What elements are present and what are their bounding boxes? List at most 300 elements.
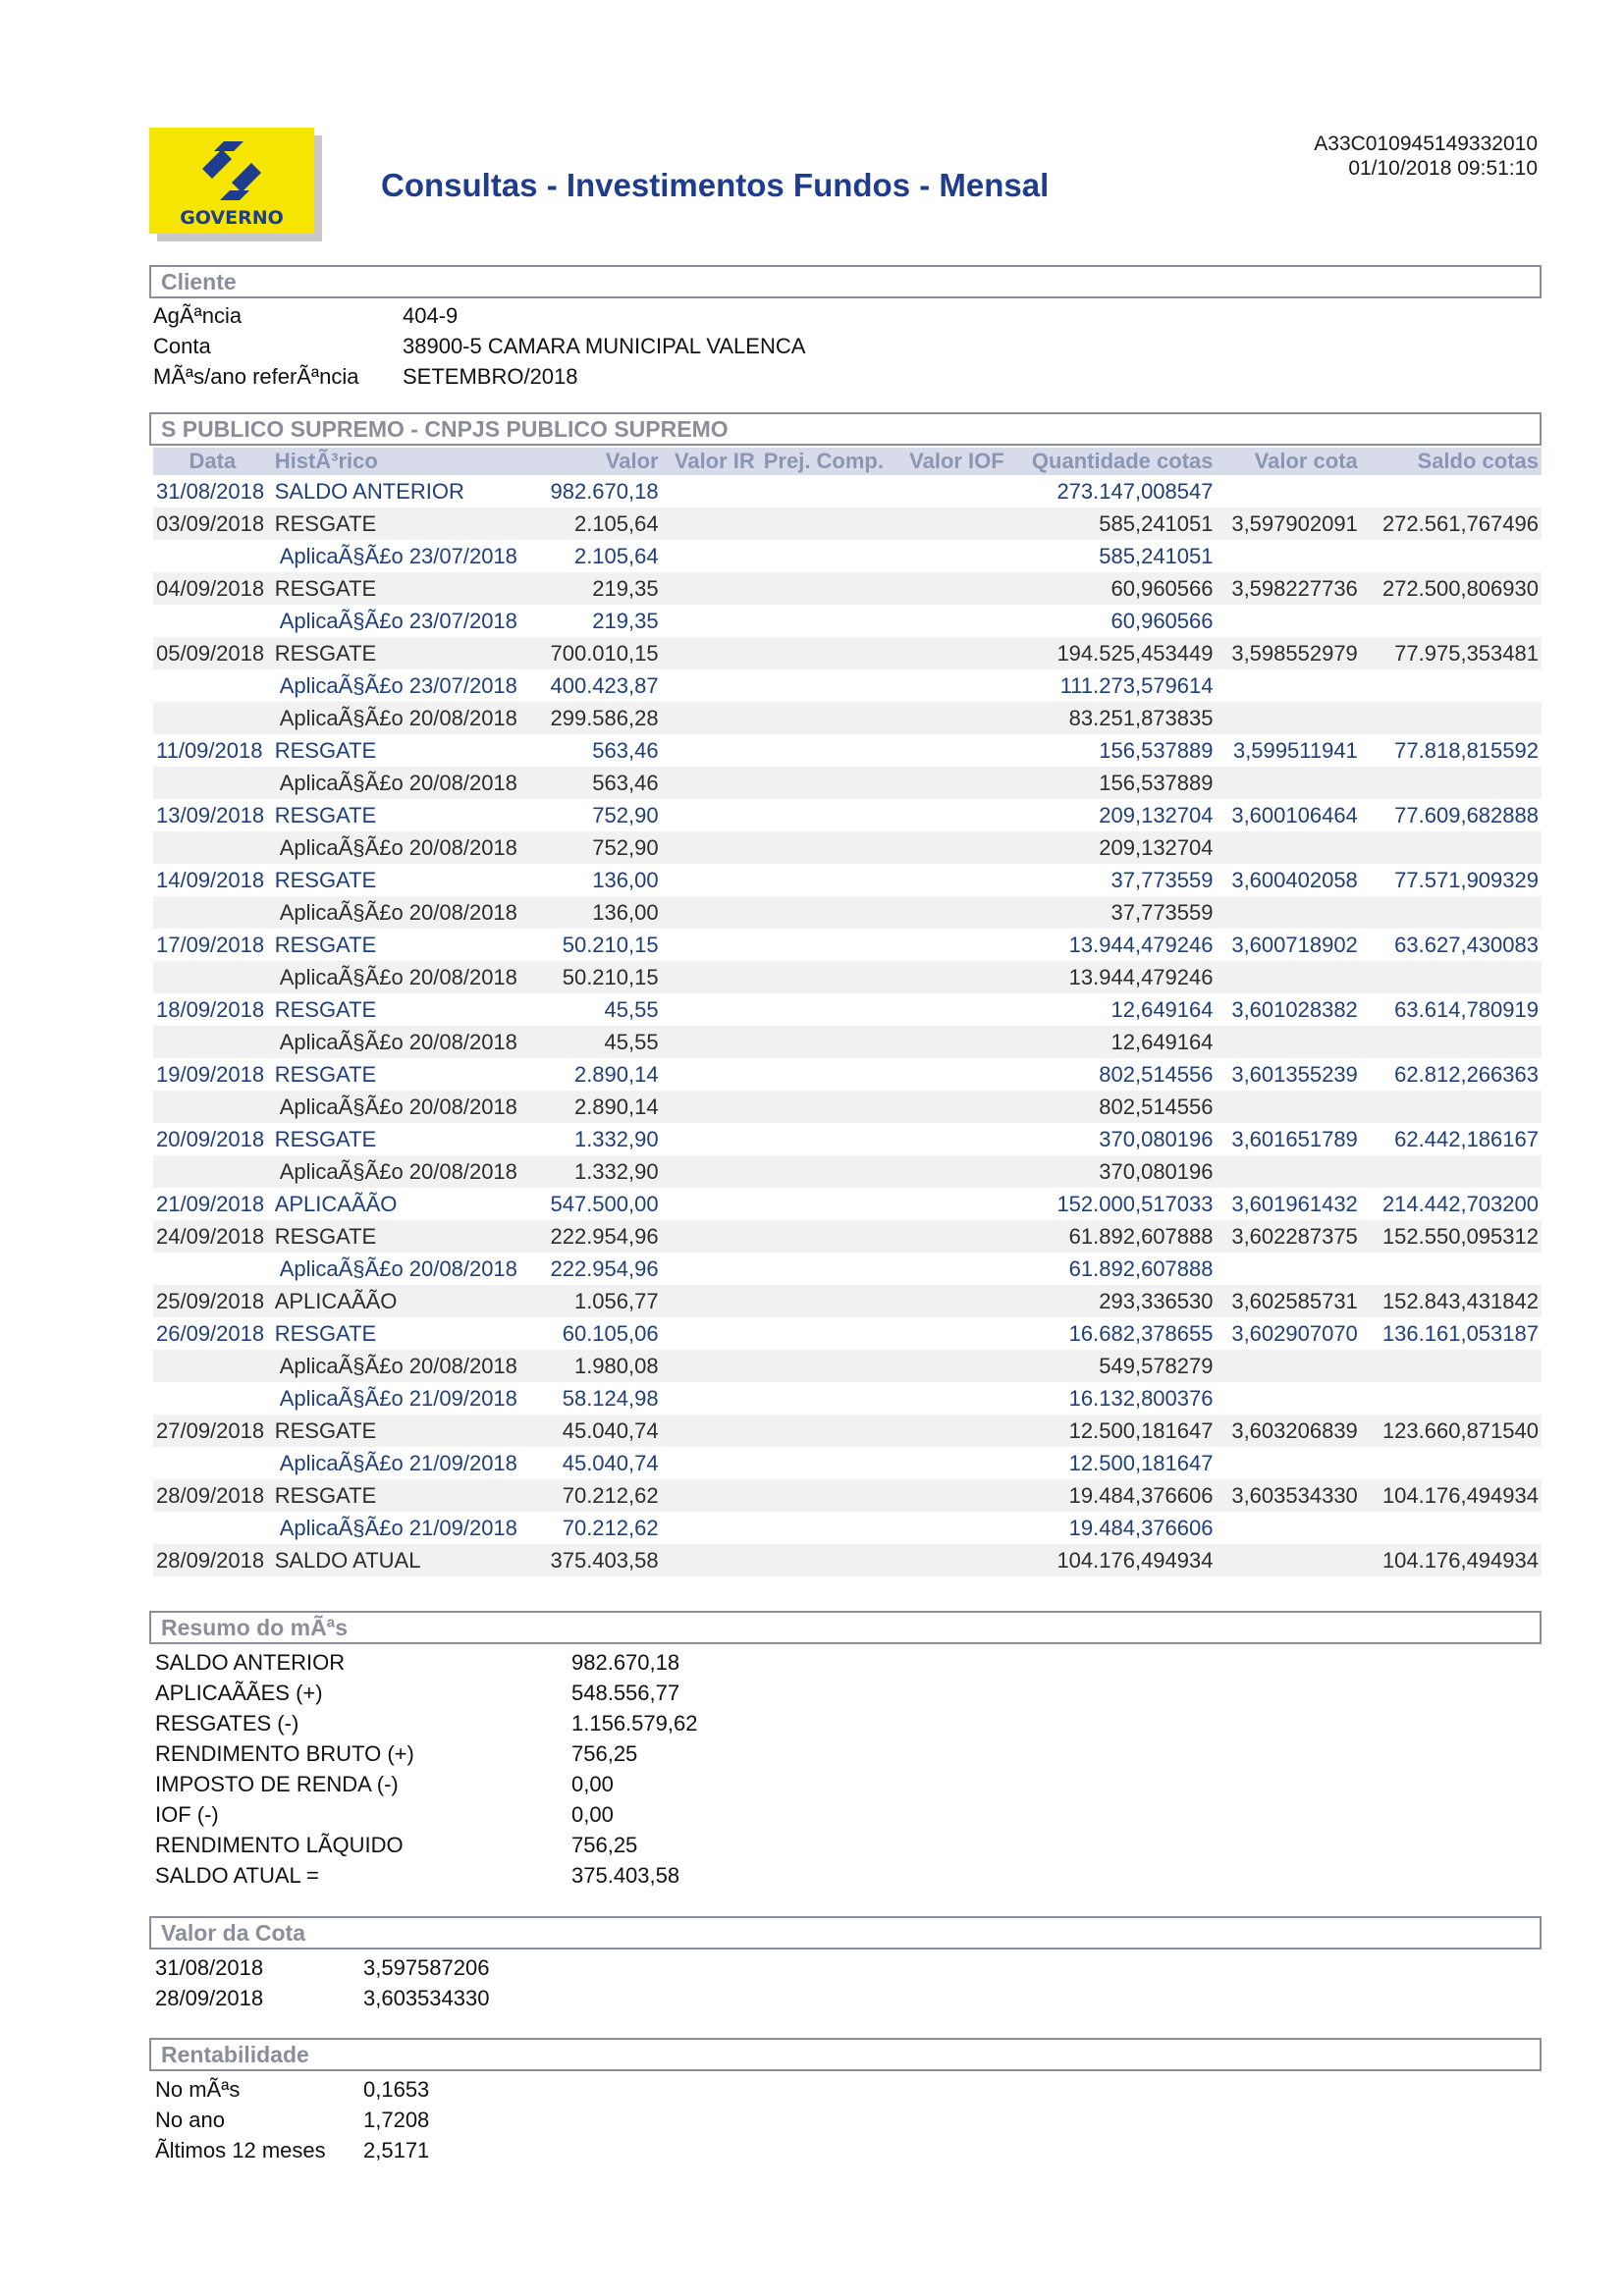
col-quantidade-cotas-cell: 156,537889 xyxy=(1099,737,1214,763)
col-prej-comp-cell xyxy=(758,993,887,1026)
col-valor-cell: 752,90 xyxy=(543,831,662,864)
col-valor-ir-cell xyxy=(662,1058,758,1091)
valor-cota-section-header: Valor da Cota xyxy=(149,1916,1542,1949)
table-row xyxy=(153,1123,1542,1155)
col-valor-ir-cell xyxy=(662,1285,758,1317)
col-prej-comp-cell xyxy=(758,1123,887,1155)
col-historico-cell: AplicaÃ§Ã£o 20/08/2018 xyxy=(272,702,543,734)
col-valor-cota-cell xyxy=(1217,1253,1361,1285)
col-valor-ir-cell xyxy=(662,1317,758,1350)
col-valor-cell: 1.332,90 xyxy=(573,1126,659,1151)
table-row xyxy=(153,605,1542,637)
col-valor-cota-cell: 3,601355239 xyxy=(1231,1061,1358,1087)
col-historico-cell: AplicaÃ§Ã£o 21/09/2018 xyxy=(279,1450,517,1475)
table-row xyxy=(153,1512,1542,1544)
col-data-cell: 24/09/2018 xyxy=(153,1220,272,1253)
kv-value: 0,00 xyxy=(571,1772,614,1796)
col-valor-cota-cell xyxy=(1217,1544,1361,1576)
col-valor-cell: 45.040,74 xyxy=(562,1450,659,1475)
kv-label: RENDIMENTO BRUTO (+) xyxy=(155,1741,414,1766)
col-valor-iof-cell xyxy=(887,507,1007,540)
col-valor-cota-cell xyxy=(1217,475,1361,507)
col-valor-cota-cell xyxy=(1217,1091,1361,1123)
col-valor-ir-cell xyxy=(662,475,758,507)
col-quantidade-cotas-cell: 152.000,517033 xyxy=(1056,1191,1214,1216)
col-quantidade-cotas-cell: 12.500,181647 xyxy=(1068,1450,1214,1475)
col-data-cell xyxy=(153,767,272,799)
col-valor-cell: 547.500,00 xyxy=(550,1191,659,1216)
col-data-cell xyxy=(153,1155,272,1188)
kv-row xyxy=(153,331,1037,361)
col-data-cell xyxy=(153,1447,272,1479)
table-row xyxy=(153,1447,1542,1479)
table-header-row xyxy=(153,448,1542,475)
col-quantidade-cotas-cell: 12,649164 xyxy=(1007,1026,1217,1058)
col-valor-cota-cell xyxy=(1217,1350,1361,1382)
col-data-cell: 31/08/2018 xyxy=(156,478,265,504)
kv-row xyxy=(155,1799,842,1830)
col-data-cell xyxy=(153,1382,272,1415)
col-prej-comp-cell xyxy=(758,1155,887,1188)
col-quantidade-cotas-cell: 37,773559 xyxy=(1110,867,1214,892)
col-valor-cota-cell: 3,598227736 xyxy=(1217,572,1361,605)
col-valor-ir-cell xyxy=(662,864,758,896)
col-historico-cell: RESGATE xyxy=(272,572,543,605)
col-valor-ir-cell xyxy=(662,1479,758,1512)
col-prej-comp-cell xyxy=(758,1350,887,1382)
col-data-cell xyxy=(153,831,272,864)
col-valor-ir-cell xyxy=(662,572,758,605)
col-valor-iof-cell xyxy=(887,1382,1007,1415)
col-data-cell: 14/09/2018 xyxy=(156,867,265,892)
col-data-cell: 17/09/2018 xyxy=(156,932,265,957)
col-data-header: Data xyxy=(153,448,272,475)
col-saldo-cotas-cell: 62.442,186167 xyxy=(1394,1126,1539,1151)
col-valor-cota-cell xyxy=(1217,1382,1361,1415)
col-valor-ir-cell xyxy=(662,1091,758,1123)
col-prej-comp-cell xyxy=(758,507,887,540)
col-valor-iof-cell xyxy=(887,799,1007,831)
kv-row xyxy=(155,1830,842,1860)
kv-value: 1.156.579,62 xyxy=(571,1711,698,1735)
col-quantidade-cotas-cell: 12,649164 xyxy=(1110,996,1214,1022)
col-historico-cell: RESGATE xyxy=(274,802,377,828)
col-valor-header: Valor xyxy=(543,448,662,475)
col-saldo-cotas-cell xyxy=(1361,605,1542,637)
col-data-cell xyxy=(153,605,272,637)
kv-value: 2,5171 xyxy=(363,2138,430,2163)
kv-label: No mÃªs xyxy=(155,2077,241,2102)
col-prej-comp-cell xyxy=(758,702,887,734)
table-row xyxy=(153,540,1542,572)
kv-label: RESGATES (-) xyxy=(155,1711,299,1735)
kv-row xyxy=(155,1860,842,1891)
col-saldo-cotas-cell: 152.843,431842 xyxy=(1361,1285,1542,1317)
col-valor-cota-cell xyxy=(1217,1512,1361,1544)
col-valor-cota-cell xyxy=(1217,1155,1361,1188)
col-valor-cell: 219,35 xyxy=(592,608,659,633)
col-valor-ir-cell xyxy=(662,507,758,540)
table-row xyxy=(153,475,1542,507)
col-valor-iof-cell xyxy=(887,572,1007,605)
col-valor-cota-cell xyxy=(1217,540,1361,572)
col-quantidade-cotas-cell: 209,132704 xyxy=(1007,831,1217,864)
governo-logo xyxy=(149,128,322,241)
col-valor-ir-cell xyxy=(662,1026,758,1058)
col-saldo-cotas-cell xyxy=(1361,1350,1542,1382)
col-valor-cota-cell: 3,601961432 xyxy=(1231,1191,1358,1216)
fund-section-header: S PUBLICO SUPREMO - CNPJS PUBLICO SUPREMO xyxy=(149,412,1542,446)
kv-value: 756,25 xyxy=(571,1833,638,1857)
col-valor-ir-cell xyxy=(662,1544,758,1576)
col-valor-ir-cell xyxy=(662,1155,758,1188)
col-historico-cell: AplicaÃ§Ã£o 20/08/2018 xyxy=(272,767,543,799)
col-historico-cell: SALDO ATUAL xyxy=(272,1544,543,1576)
col-valor-ir-cell xyxy=(662,1188,758,1220)
table-row xyxy=(153,799,1542,831)
col-historico-cell: AplicaÃ§Ã£o 20/08/2018 xyxy=(272,896,543,929)
col-quantidade-cotas-cell: 60,960566 xyxy=(1110,608,1214,633)
table-row xyxy=(153,1220,1542,1253)
col-prej-comp-cell xyxy=(758,637,887,669)
table-row xyxy=(153,1544,1542,1576)
col-valor-ir-cell xyxy=(662,605,758,637)
kv-value: 404-9 xyxy=(403,303,459,328)
col-quantidade-cotas-cell: 16.132,800376 xyxy=(1068,1385,1214,1411)
col-quantidade-cotas-cell: 60,960566 xyxy=(1007,572,1217,605)
col-prej-comp-cell xyxy=(758,929,887,961)
cliente-info xyxy=(153,300,1037,392)
rentabilidade-section-header: Rentabilidade xyxy=(149,2038,1542,2071)
col-valor-iof-cell xyxy=(887,669,1007,702)
col-historico-cell: AplicaÃ§Ã£o 20/08/2018 xyxy=(272,961,543,993)
col-valor-ir-header: Valor IR xyxy=(662,448,758,475)
table-row xyxy=(153,1155,1542,1188)
col-quantidade-cotas-cell: 19.484,376606 xyxy=(1068,1515,1214,1540)
col-quantidade-cotas-cell: 585,241051 xyxy=(1007,507,1217,540)
col-quantidade-cotas-cell: 61.892,607888 xyxy=(1007,1220,1217,1253)
col-quantidade-cotas-cell: 104.176,494934 xyxy=(1007,1544,1217,1576)
kv-value: 3,603534330 xyxy=(363,1986,490,2010)
col-valor-cell: 400.423,87 xyxy=(550,672,659,698)
col-valor-iof-cell xyxy=(887,1317,1007,1350)
col-valor-iof-cell xyxy=(887,993,1007,1026)
page-title: Consultas - Investimentos Fundos - Mensal xyxy=(381,167,1050,203)
col-valor-ir-cell xyxy=(662,831,758,864)
col-data-cell: 19/09/2018 xyxy=(156,1061,265,1087)
col-data-cell: 18/09/2018 xyxy=(156,996,265,1022)
col-historico-cell: AplicaÃ§Ã£o 20/08/2018 xyxy=(272,1091,543,1123)
col-valor-cell: 70.212,62 xyxy=(562,1515,659,1540)
col-quantidade-cotas-cell: 273.147,008547 xyxy=(1056,478,1214,504)
col-saldo-cotas-cell xyxy=(1361,475,1542,507)
col-saldo-cotas-cell: 77.609,682888 xyxy=(1394,802,1539,828)
table-row xyxy=(153,1350,1542,1382)
col-valor-iof-cell xyxy=(887,1091,1007,1123)
col-prej-comp-cell xyxy=(758,540,887,572)
col-quantidade-cotas-cell: 16.682,378655 xyxy=(1068,1320,1214,1346)
col-valor-cell: 136,00 xyxy=(592,867,659,892)
col-historico-cell: RESGATE xyxy=(272,1479,543,1512)
col-valor-iof-header: Valor IOF xyxy=(887,448,1007,475)
kv-row xyxy=(153,361,1037,392)
col-historico-cell: RESGATE xyxy=(272,1415,543,1447)
col-valor-cota-cell xyxy=(1217,605,1361,637)
col-prej-comp-cell xyxy=(758,475,887,507)
valor-cota-info xyxy=(155,1952,744,2013)
col-saldo-cotas-cell: 63.614,780919 xyxy=(1394,996,1539,1022)
col-valor-ir-cell xyxy=(662,1220,758,1253)
col-saldo-cotas-cell: 272.561,767496 xyxy=(1361,507,1542,540)
col-prej-comp-cell xyxy=(758,1415,887,1447)
col-quantidade-cotas-cell: 37,773559 xyxy=(1007,896,1217,929)
col-data-cell xyxy=(153,702,272,734)
col-historico-cell: RESGATE xyxy=(272,637,543,669)
col-valor-iof-cell xyxy=(887,1285,1007,1317)
col-valor-cota-cell: 3,603206839 xyxy=(1217,1415,1361,1447)
col-valor-cell: 222.954,96 xyxy=(550,1255,659,1281)
col-prej-comp-cell xyxy=(758,864,887,896)
col-prej-comp-cell xyxy=(758,1512,887,1544)
col-valor-cell: 563,46 xyxy=(592,737,659,763)
kv-value: 38900-5 CAMARA MUNICIPAL VALENCA xyxy=(403,334,806,358)
kv-label: RENDIMENTO LÃQUIDO xyxy=(155,1833,404,1857)
col-quantidade-cotas-cell: 61.892,607888 xyxy=(1068,1255,1214,1281)
col-valor-cell: 222.954,96 xyxy=(543,1220,662,1253)
col-historico-cell: RESGATE xyxy=(274,1126,377,1151)
col-valor-cell: 45.040,74 xyxy=(543,1415,662,1447)
col-prej-comp-cell xyxy=(758,1091,887,1123)
col-saldo-cotas-cell: 123.660,871540 xyxy=(1361,1415,1542,1447)
kv-label: MÃªs/ano referÃªncia xyxy=(153,364,359,389)
col-quantidade-cotas-cell: 83.251,873835 xyxy=(1007,702,1217,734)
kv-label: No ano xyxy=(155,2108,225,2132)
document-id xyxy=(1314,132,1538,181)
col-valor-cell: 58.124,98 xyxy=(562,1385,659,1411)
col-valor-iof-cell xyxy=(887,1026,1007,1058)
col-prej-comp-cell xyxy=(758,831,887,864)
col-data-cell: 28/09/2018 xyxy=(153,1544,272,1576)
col-valor-cota-cell xyxy=(1217,1447,1361,1479)
kv-value: SETEMBRO/2018 xyxy=(403,364,578,389)
col-valor-cell: 1.332,90 xyxy=(543,1155,662,1188)
col-prej-comp-cell xyxy=(758,1026,887,1058)
col-prej-comp-cell xyxy=(758,572,887,605)
col-valor-cell: 1.056,77 xyxy=(543,1285,662,1317)
col-valor-cota-cell: 3,597902091 xyxy=(1217,507,1361,540)
kv-row xyxy=(155,1708,842,1738)
col-quantidade-cotas-cell: 19.484,376606 xyxy=(1007,1479,1217,1512)
col-valor-cota-cell: 3,601028382 xyxy=(1231,996,1358,1022)
table-row xyxy=(153,734,1542,767)
col-valor-cell: 375.403,58 xyxy=(543,1544,662,1576)
table-row xyxy=(153,572,1542,605)
col-saldo-cotas-cell: 63.627,430083 xyxy=(1394,932,1539,957)
col-valor-iof-cell xyxy=(887,864,1007,896)
col-historico-cell: RESGATE xyxy=(274,932,377,957)
col-valor-iof-cell xyxy=(887,831,1007,864)
document-datetime: 01/10/2018 09:51:10 xyxy=(1348,157,1538,180)
bank-logo-icon xyxy=(149,128,322,241)
col-quantidade-cotas-cell: 156,537889 xyxy=(1007,767,1217,799)
col-valor-cota-cell xyxy=(1217,767,1361,799)
col-saldo-cotas-cell xyxy=(1361,1447,1542,1479)
col-saldo-cotas-header: Saldo cotas xyxy=(1361,448,1542,475)
col-quantidade-cotas-cell: 802,514556 xyxy=(1099,1061,1214,1087)
col-valor-iof-cell xyxy=(887,767,1007,799)
col-data-cell xyxy=(153,896,272,929)
col-valor-cell: 219,35 xyxy=(543,572,662,605)
col-valor-iof-cell xyxy=(887,1415,1007,1447)
col-historico-cell: APLICAÃÃO xyxy=(274,1191,398,1216)
col-data-cell xyxy=(153,1253,272,1285)
col-historico-header: HistÃ³rico xyxy=(272,448,543,475)
col-historico-cell: RESGATE xyxy=(272,507,543,540)
col-saldo-cotas-cell: 77.975,353481 xyxy=(1361,637,1542,669)
kv-label: IMPOSTO DE RENDA (-) xyxy=(155,1772,399,1796)
col-quantidade-cotas-cell: 111.273,579614 xyxy=(1059,672,1214,698)
col-valor-iof-cell xyxy=(887,605,1007,637)
col-saldo-cotas-cell: 136.161,053187 xyxy=(1381,1320,1539,1346)
col-valor-cell: 70.212,62 xyxy=(543,1479,662,1512)
col-valor-ir-cell xyxy=(662,1415,758,1447)
col-saldo-cotas-cell xyxy=(1361,767,1542,799)
col-data-cell xyxy=(153,961,272,993)
col-valor-ir-cell xyxy=(662,961,758,993)
col-valor-iof-cell xyxy=(887,929,1007,961)
col-valor-cell: 752,90 xyxy=(592,802,659,828)
table-row xyxy=(153,864,1542,896)
col-data-cell: 03/09/2018 xyxy=(153,507,272,540)
col-saldo-cotas-cell xyxy=(1361,669,1542,702)
col-valor-cota-cell: 3,602585731 xyxy=(1217,1285,1361,1317)
col-valor-iof-cell xyxy=(887,961,1007,993)
col-historico-cell: RESGATE xyxy=(274,1061,377,1087)
col-valor-cota-cell: 3,599511941 xyxy=(1232,737,1358,763)
col-quantidade-cotas-cell: 194.525,453449 xyxy=(1007,637,1217,669)
col-data-cell xyxy=(153,1091,272,1123)
col-data-cell: 25/09/2018 xyxy=(153,1285,272,1317)
col-data-cell: 28/09/2018 xyxy=(153,1479,272,1512)
col-historico-cell: AplicaÃ§Ã£o 20/08/2018 xyxy=(272,1350,543,1382)
table-row xyxy=(153,1058,1542,1091)
col-valor-cota-header: Valor cota xyxy=(1217,448,1361,475)
col-historico-cell: AplicaÃ§Ã£o 23/07/2018 xyxy=(279,543,517,568)
table-row xyxy=(153,896,1542,929)
col-historico-cell: APLICAÃÃO xyxy=(272,1285,543,1317)
kv-row xyxy=(155,1678,842,1708)
table-row xyxy=(153,1091,1542,1123)
col-valor-ir-cell xyxy=(662,1253,758,1285)
table-row xyxy=(153,831,1542,864)
col-saldo-cotas-cell xyxy=(1361,961,1542,993)
kv-label: IOF (-) xyxy=(155,1802,219,1827)
document-code: A33C010945149332010 xyxy=(1314,133,1538,155)
col-saldo-cotas-cell xyxy=(1361,1512,1542,1544)
col-historico-cell: RESGATE xyxy=(274,1320,377,1346)
rentabilidade-info xyxy=(155,2074,744,2165)
col-valor-iof-cell xyxy=(887,1188,1007,1220)
col-prej-comp-cell xyxy=(758,1058,887,1091)
table-body xyxy=(153,475,1542,1576)
col-valor-ir-cell xyxy=(662,637,758,669)
kv-label: APLICAÃÃES (+) xyxy=(155,1681,323,1705)
kv-label: Ãltimos 12 meses xyxy=(155,2138,326,2163)
col-data-cell: 26/09/2018 xyxy=(156,1320,265,1346)
col-valor-iof-cell xyxy=(887,1479,1007,1512)
table-row xyxy=(153,1479,1542,1512)
col-valor-cell: 45,55 xyxy=(543,1026,662,1058)
col-saldo-cotas-cell xyxy=(1361,1091,1542,1123)
col-valor-ir-cell xyxy=(662,540,758,572)
col-valor-ir-cell xyxy=(662,734,758,767)
table-row xyxy=(153,1415,1542,1447)
col-valor-iof-cell xyxy=(887,734,1007,767)
col-prej-comp-cell xyxy=(758,605,887,637)
col-historico-cell: RESGATE xyxy=(274,996,377,1022)
cliente-section-header: Cliente xyxy=(149,265,1542,298)
col-saldo-cotas-cell: 77.818,815592 xyxy=(1394,737,1539,763)
col-valor-ir-cell xyxy=(662,767,758,799)
table-row xyxy=(153,1026,1542,1058)
col-historico-cell: SALDO ANTERIOR xyxy=(274,478,464,504)
col-valor-cota-cell xyxy=(1217,669,1361,702)
col-valor-iof-cell xyxy=(887,896,1007,929)
resumo-section-header: Resumo do mÃªs xyxy=(149,1611,1542,1644)
kv-label: SALDO ANTERIOR xyxy=(155,1650,346,1675)
kv-label: SALDO ATUAL = xyxy=(155,1863,319,1888)
col-quantidade-cotas-cell: 13.944,479246 xyxy=(1068,932,1214,957)
col-data-cell xyxy=(153,669,272,702)
col-valor-ir-cell xyxy=(662,1382,758,1415)
col-historico-cell: AplicaÃ§Ã£o 21/09/2018 xyxy=(279,1515,517,1540)
col-valor-iof-cell xyxy=(887,702,1007,734)
col-valor-cell: 982.670,18 xyxy=(550,478,659,504)
col-valor-iof-cell xyxy=(887,475,1007,507)
table-row xyxy=(153,669,1542,702)
col-valor-iof-cell xyxy=(887,1058,1007,1091)
col-data-cell: 27/09/2018 xyxy=(153,1415,272,1447)
col-valor-cota-cell: 3,598552979 xyxy=(1217,637,1361,669)
table-row xyxy=(153,1253,1542,1285)
kv-row xyxy=(155,2105,744,2135)
col-valor-ir-cell xyxy=(662,1447,758,1479)
col-valor-cota-cell: 3,601651789 xyxy=(1231,1126,1358,1151)
col-prej-comp-cell xyxy=(758,1188,887,1220)
col-quantidade-cotas-header: Quantidade cotas xyxy=(1007,448,1217,475)
col-prej-comp-cell xyxy=(758,1285,887,1317)
col-historico-cell: AplicaÃ§Ã£o 20/08/2018 xyxy=(272,1026,543,1058)
col-valor-cota-cell xyxy=(1217,702,1361,734)
col-quantidade-cotas-cell: 293,336530 xyxy=(1007,1285,1217,1317)
kv-row xyxy=(155,1769,842,1799)
col-prej-comp-cell xyxy=(758,1253,887,1285)
col-valor-ir-cell xyxy=(662,929,758,961)
col-prej-comp-cell xyxy=(758,1544,887,1576)
col-data-cell: 05/09/2018 xyxy=(153,637,272,669)
table-row xyxy=(153,637,1542,669)
col-data-cell xyxy=(153,1350,272,1382)
col-prej-comp-cell xyxy=(758,961,887,993)
col-historico-cell: RESGATE xyxy=(274,737,377,763)
col-saldo-cotas-cell xyxy=(1361,1253,1542,1285)
table-row xyxy=(153,929,1542,961)
table-row xyxy=(153,1285,1542,1317)
col-quantidade-cotas-cell: 585,241051 xyxy=(1099,543,1214,568)
col-data-cell xyxy=(153,540,272,572)
table-row xyxy=(153,993,1542,1026)
col-data-cell: 21/09/2018 xyxy=(156,1191,265,1216)
